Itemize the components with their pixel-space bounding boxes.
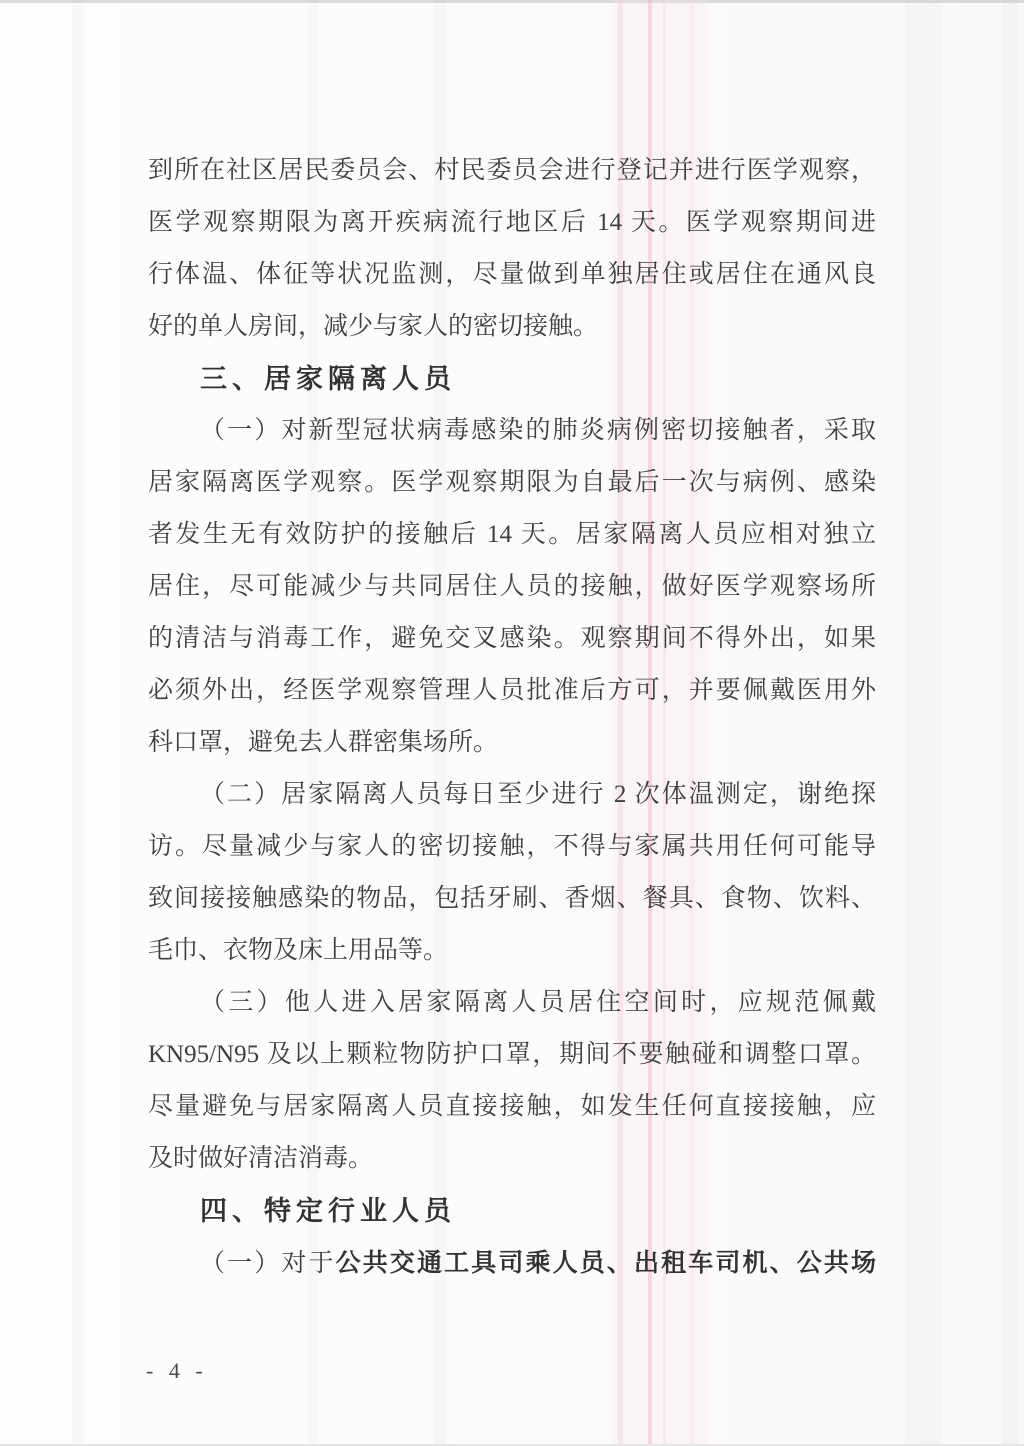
text-line bbox=[148, 1237, 876, 1289]
text-segment: 的清洁与消毒工作，避免交叉感染。观察期间不得外出，如果 bbox=[148, 625, 876, 652]
text-line bbox=[148, 977, 876, 1029]
text-segment: 致间接接触感染的物品，包括牙刷、香烟、餐具、食物、饮料、 bbox=[148, 885, 876, 912]
text-segment: 到所在社区居民委员会、村民委员会进行登记并进行医学观察， bbox=[148, 157, 876, 184]
text-line bbox=[148, 509, 876, 561]
text-segment: 者发生无有效防护的接触后 14 天。居家隔离人员应相对独立 bbox=[148, 521, 876, 548]
text-line bbox=[148, 717, 876, 769]
text-segment: 居住，尽可能减少与共同居住人员的接触，做好医学观察场所 bbox=[148, 573, 876, 600]
document-body bbox=[148, 145, 876, 1289]
text-segment: （一）对新型冠状病毒感染的肺炎病例密切接触者，采取 bbox=[200, 417, 876, 444]
scan-stripe bbox=[72, 0, 84, 1446]
text-segment: 居家隔离医学观察。医学观察期限为自最后一次与病例、感染 bbox=[148, 469, 876, 496]
text-line bbox=[148, 873, 876, 925]
text-line bbox=[148, 1133, 876, 1185]
scan-stripe bbox=[905, 0, 941, 1446]
bold-text-segment: 三、居家隔离人员 bbox=[200, 364, 456, 394]
text-line bbox=[148, 821, 876, 873]
text-line bbox=[148, 925, 876, 977]
text-segment: 毛巾、衣物及床上用品等。 bbox=[148, 937, 449, 964]
text-line bbox=[148, 457, 876, 509]
bold-text-segment: 四、特定行业人员 bbox=[200, 1196, 456, 1226]
text-line bbox=[148, 613, 876, 665]
text-segment: 行体温、体征等状况监测，尽量做到单独居住或居住在通风良 bbox=[148, 261, 876, 288]
text-line bbox=[148, 197, 876, 249]
scan-edge-top bbox=[0, 0, 1024, 3]
section-heading bbox=[148, 353, 876, 405]
text-segment: 好的单人房间，减少与家人的密切接触。 bbox=[148, 313, 599, 340]
bold-text-segment: 公共交通工具司乘人员、出租车司机、公共场 bbox=[335, 1249, 876, 1277]
text-segment: 及时做好清洁消毒。 bbox=[148, 1145, 374, 1172]
text-segment: 访。尽量减少与家人的密切接触，不得与家属共用任何可能导 bbox=[148, 833, 876, 860]
text-segment: （二）居家隔离人员每日至少进行 2 次体温测定，谢绝探 bbox=[200, 781, 876, 808]
text-line bbox=[148, 145, 876, 197]
text-segment: 医学观察期限为离开疾病流行地区后 14 天。医学观察期间进 bbox=[148, 209, 876, 236]
text-segment: 必须外出，经医学观察管理人员批准后方可，并要佩戴医用外 bbox=[148, 677, 876, 704]
text-segment: KN95/N95 及以上颗粒物防护口罩，期间不要触碰和调整口罩。 bbox=[148, 1041, 876, 1068]
scan-stripe bbox=[1002, 0, 1018, 1446]
text-line bbox=[148, 1081, 876, 1133]
text-line bbox=[148, 405, 876, 457]
text-segment: （一）对于 bbox=[200, 1250, 336, 1277]
text-line bbox=[148, 769, 876, 821]
text-line bbox=[148, 301, 876, 353]
text-line bbox=[148, 1029, 876, 1081]
text-line bbox=[148, 249, 876, 301]
text-line bbox=[148, 665, 876, 717]
text-line bbox=[148, 561, 876, 613]
text-segment: 科口罩，避免去人群密集场所。 bbox=[148, 729, 499, 756]
page-number: - 4 - bbox=[146, 1358, 208, 1383]
section-heading bbox=[148, 1185, 876, 1237]
text-segment: （三）他人进入居家隔离人员居住空间时，应规范佩戴 bbox=[200, 989, 876, 1016]
text-segment: 尽量避免与居家隔离人员直接接触，如发生任何直接接触，应 bbox=[148, 1093, 876, 1120]
